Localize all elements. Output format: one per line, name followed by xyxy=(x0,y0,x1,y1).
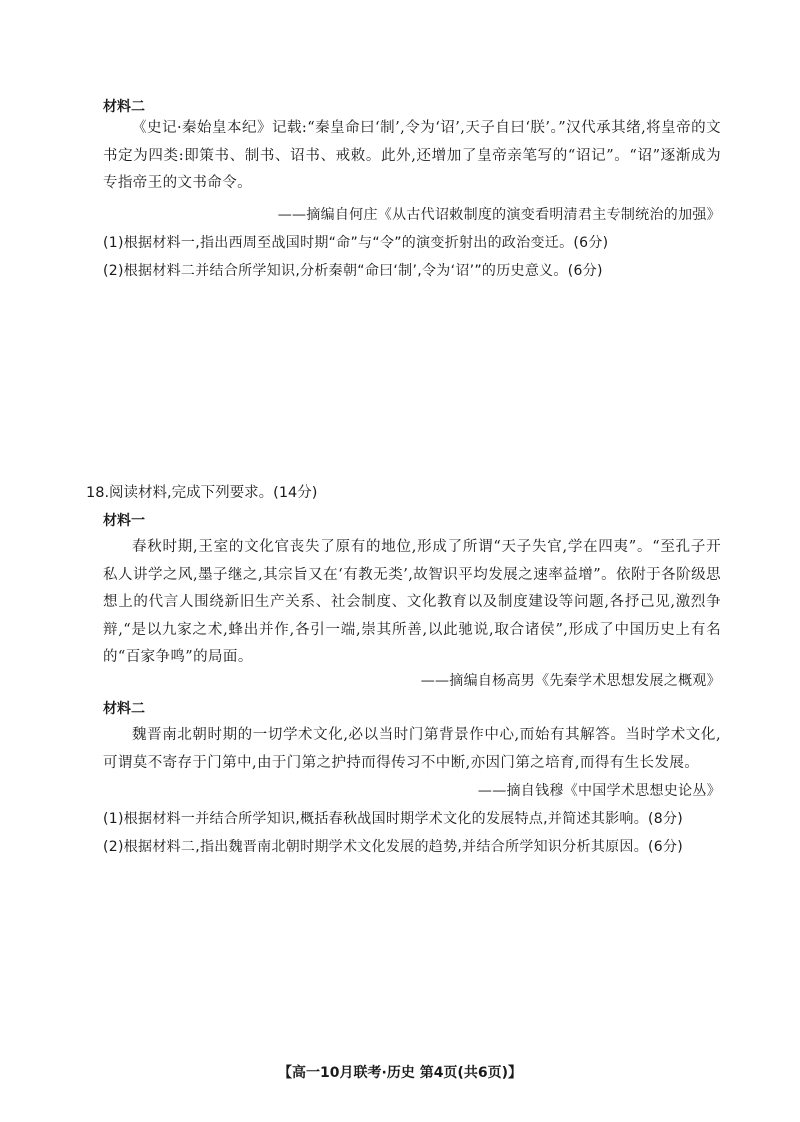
q18-material2-source: ——摘自钱穆《中国学术思想史论丛》 xyxy=(477,783,721,799)
q18-material2-text xyxy=(103,722,721,777)
material2-text xyxy=(103,115,721,198)
material2-label: 材料二 xyxy=(103,99,145,115)
question-18-2: (2)根据材料二,指出魏晋南北朝时期学术文化发展的趋势,并结合所学知识分析其原因。(6分) xyxy=(103,839,684,855)
question-18-1: (1)根据材料一并结合所学知识,概括春秋战国时期学术文化的发展特点,并简述其影响。(8分) xyxy=(103,811,684,827)
q18-material1-paragraph: 春秋时期,王室的文化官丧失了原有的地位,形成了所谓“天子失官,学在四夷”。“至孔子开私人讲学之风,墨子继之,其宗旨又在‘有教无类’,故智识平均发展之速率益增”。依附于各阶级思想上的代言人围绕新旧生产关系、社会制度、文化教育以及制度建设等问题,各抒己见,激烈争辩,“是以九家之术,蜂出并作,各引一端,崇其所善,以此驰说,取合诸侯”,形成了中国历史上有名的“百家争鸣”的局面。 xyxy=(103,539,721,665)
q18-material2-label: 材料二 xyxy=(103,701,145,717)
q18-material1-text xyxy=(103,534,721,672)
question-17-2: (2)根据材料二并结合所学知识,分析秦朝“命曰‘制’,令为‘诏’”的历史意义。(6分) xyxy=(103,263,603,279)
question-17-1: (1)根据材料一,指出西周至战国时期“命”与“令”的演变折射出的政治变迁。(6分) xyxy=(103,235,609,251)
question-18-title: 18.阅读材料,完成下列要求。(14分) xyxy=(86,485,318,501)
q18-material2-paragraph: 魏晋南北朝时期的一切学术文化,必以当时门第背景作中心,而始有其解答。当时学术文化,可谓莫不寄存于门第中,由于门第之护持而得传习不中断,亦因门第之培育,而得有生长发展。 xyxy=(103,727,721,771)
q18-material1-label: 材料一 xyxy=(103,513,145,529)
material2-paragraph: 《史记·秦始皇本纪》记载:“秦皇命曰‘制’,令为‘诏’,天子自曰‘朕’。”汉代承其绪,将皇帝的文书定为四类:即策书、制书、诏书、戒敕。此外,还增加了皇帝亲笔写的“诏记”。“诏”逐渐成为专指帝王的文书命令。 xyxy=(103,120,721,191)
q18-material1-source: ——摘编自杨高男《先秦学术思想发展之概观》 xyxy=(420,673,721,689)
page-footer: 【高一10月联考·历史 第4页(共6页)】 xyxy=(278,1065,522,1081)
material2-source: ——摘编自何庄《从古代诏敕制度的演变看明清君主专制统治的加强》 xyxy=(277,207,721,223)
